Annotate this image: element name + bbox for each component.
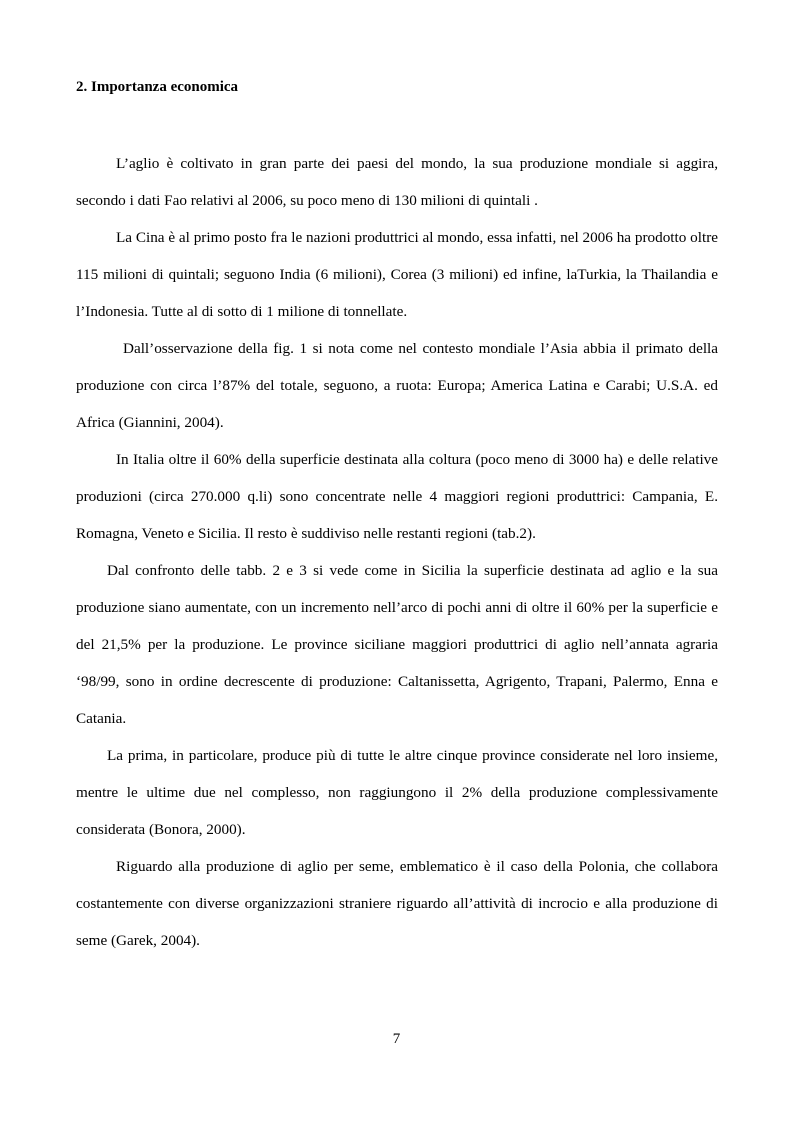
- paragraph-world-production: L’aglio è coltivato in gran parte dei paesi del mondo, la sua produzione mondiale si aggira, secondo i dati Fao relativi al 2006, su poco meno di 130 milioni di quintali .: [76, 155, 718, 209]
- paragraph-china: La Cina è al primo posto fra le nazioni produttrici al mondo, essa infatti, nel 2006 ha prodotto oltre 115 milioni di quintali; seguono India (6 milioni), Corea (3 milioni) ed infine, laTurkia, la Thailandia e l’Indonesia. Tutte al di sotto di 1 milione di tonnellate.: [76, 229, 718, 320]
- paragraph-provinces: La prima, in particolare, produce più di tutte le altre cinque province considerate nel loro insieme, mentre le ultime due nel complesso, non raggiungono il 2% della produzione complessivamente considerata (Bonora, 2000).: [76, 747, 718, 838]
- paragraph-asia-primacy: Dall’osservazione della fig. 1 si nota come nel contesto mondiale l’Asia abbia il primato della produzione con circa l’87% del totale, seguono, a ruota: Europa; America Latina e Carabi; U.S.A. ed Africa (Giannini, 2004).: [76, 340, 718, 431]
- section-heading: 2. Importanza economica: [76, 79, 239, 95]
- paragraph-italy: In Italia oltre il 60% della superficie destinata alla coltura (poco meno di 3000 ha) e delle relative produzioni (circa 270.000 q.li) sono concentrate nelle 4 maggiori regioni produttrici: Campania, E. Romagna, Veneto e Sicilia. Il resto è suddiviso nelle restanti regioni (tab.2).: [76, 451, 718, 542]
- body-text: [76, 145, 718, 959]
- page-number: 7: [392, 1031, 401, 1047]
- paragraph-sicily: Dal confronto delle tabb. 2 e 3 si vede come in Sicilia la superficie destinata ad aglio e la sua produzione siano aumentate, con un incremento nell’arco di pochi anni di oltre il 60% per la superficie e del 21,5% per la produzione. Le province siciliane maggiori produttrici di aglio nell’annata agraria ‘98/99, sono in ordine decrescente di produzione: Caltanissetta, Agrigento, Trapani, Palermo, Enna e Catania.: [76, 562, 718, 727]
- paragraph-poland-seed: Riguardo alla produzione di aglio per seme, emblematico è il caso della Polonia, che collabora costantemente con diverse organizzazioni straniere riguardo all’attività di incrocio e alla produzione di seme (Garek, 2004).: [76, 858, 718, 949]
